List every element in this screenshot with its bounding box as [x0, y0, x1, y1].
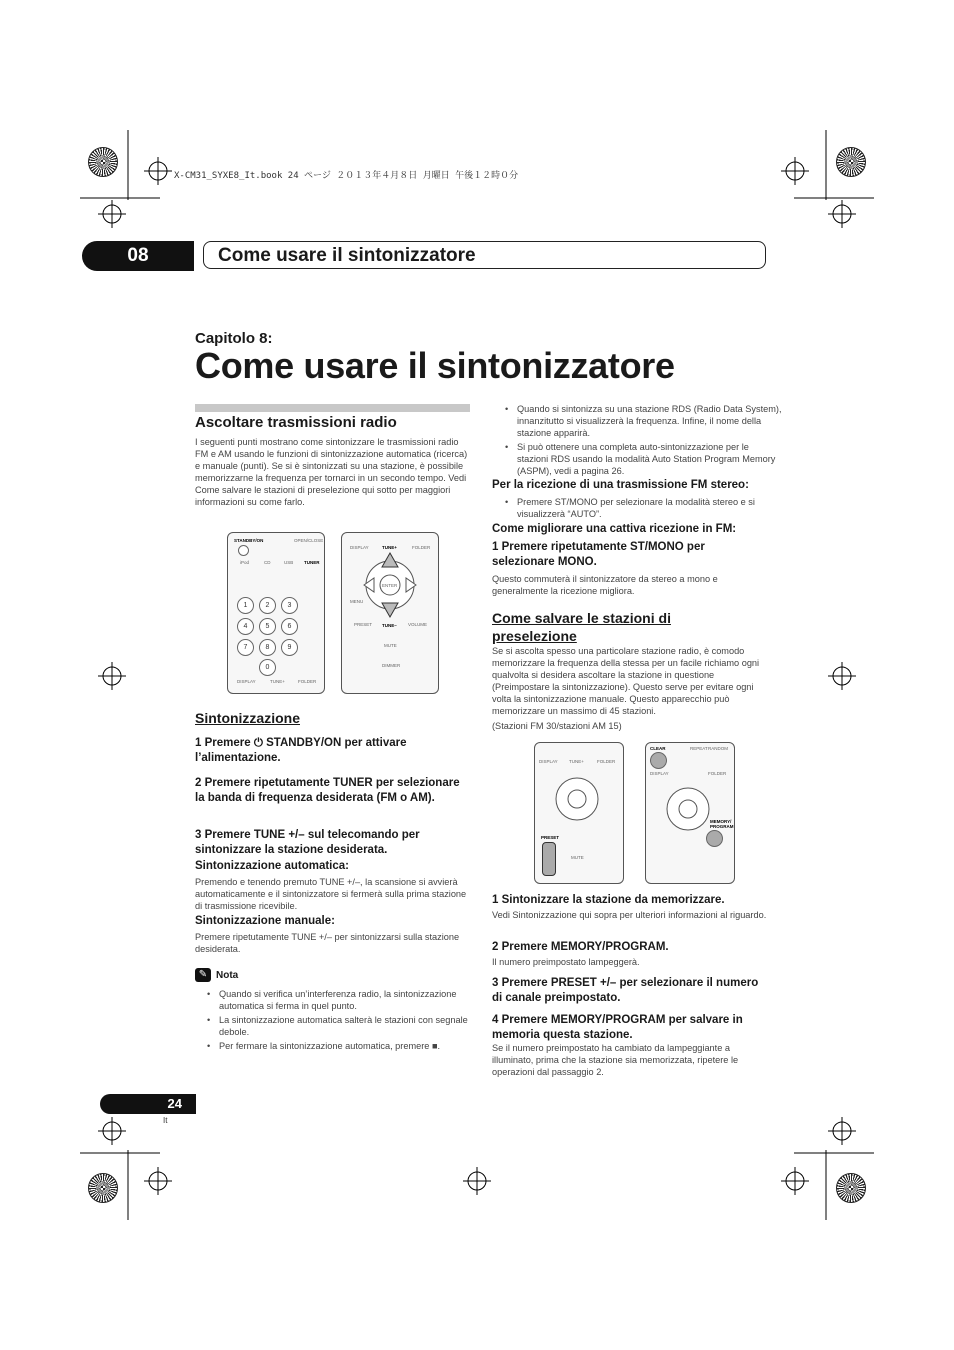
label-open-close: OPEN/CLOSE [294, 538, 324, 543]
preset-rocker [542, 842, 556, 876]
dpad-graphic-2 [549, 769, 605, 829]
label-folder-2: FOLDER [412, 545, 431, 550]
save-step-4: 4 Premere MEMORY/PROGRAM per salvare in memoria questa stazione. [492, 1014, 743, 1041]
label-folder: FOLDER [298, 679, 317, 684]
label-tune-plus-2: TUNE+ [382, 545, 397, 550]
label-random: RANDOM [708, 746, 728, 751]
tuning-step-1: 1 Premere ⏻ STANDBY/ON per attivare l’alimentazione. [195, 737, 407, 764]
page-number: 24 [100, 1094, 196, 1114]
note-title: Nota [216, 970, 239, 981]
label-clear: CLEAR [650, 746, 666, 751]
label-tune-plus: TUNE+ [270, 679, 285, 684]
subsection-title-tuning: Sintonizzazione [195, 710, 300, 726]
stereo-bullets [503, 496, 782, 522]
note-list [205, 988, 484, 1054]
label-preset: PRESET [354, 622, 373, 627]
remote-illustration-preset [534, 742, 624, 884]
rds-bullet: • Quando si sintonizza su una stazione RDS (Radio Data System), innanzitutto si visualizzerà la frequenza. Infine, il nome della stazione apparirà. [517, 403, 782, 439]
key-9: 9 [281, 639, 298, 656]
label-volume: VOLUME [408, 622, 428, 627]
label-display-4: DISPLAY [650, 771, 669, 776]
save-step-1-text: Vedi Sintonizzazione qui sopra per ulteriori informazioni al riguardo. [492, 910, 767, 920]
note-item: • Per fermare la sintonizzazione automatica, premere ■. [219, 1040, 484, 1052]
key-2: 2 [259, 597, 276, 614]
standby-button [238, 545, 249, 556]
improve-title: Come migliorare una cattiva ricezione in FM: [492, 523, 737, 535]
key-4: 4 [237, 618, 254, 635]
remote-illustration-memory [645, 742, 735, 884]
key-1: 1 [237, 597, 254, 614]
label-display-3: DISPLAY [539, 759, 558, 764]
label-mute-2: MUTE [571, 855, 584, 860]
chapter-header-title: Come usare il sintonizzatore [203, 241, 766, 269]
label-usb: USB [284, 560, 294, 565]
language-code: It [163, 1116, 168, 1125]
note-item: • La sintonizzazione automatica salterà le stazioni con segnale debole. [219, 1014, 484, 1038]
stereo-title: Per la ricezione di una trasmissione FM stereo: [492, 479, 749, 491]
label-mute: MUTE [384, 643, 397, 648]
tuning-step-2: 2 Premere ripetutamente TUNER per selezionare la banda di frequenza desiderata (FM o AM). [195, 777, 460, 804]
label-enter: ENTER [382, 583, 398, 588]
remote-illustration-navigation [341, 532, 439, 694]
print-info-line: X-CM31_SYXE8_It.book 24 ページ ２０１３年４月８日 月曜日 午後１２時０分 [174, 171, 519, 181]
note-item: • Quando si verifica un’interferenza radio, la sintonizzazione automatica si ferma in quel punto. [219, 988, 484, 1012]
chapter-label: Capitolo 8: [195, 330, 273, 347]
save-presets-text: Se si ascolta spesso una particolare stazione radio, è comodo memorizzare la frequenza della stessa per un facile richiamo ogni qualvolta si desidera ascoltare la stazione in questione (Preimpostare la sintonizzazione). Questo serve per evitare ogni volta la sintonizzazione manuale. Questo apparecchio può memorizzare un massimo di 45 stazioni. [492, 646, 760, 716]
save-step-1: 1 Sintonizzare la stazione da memorizzare. [492, 894, 725, 906]
label-display-2: DISPLAY [350, 545, 369, 550]
memory-program-button [706, 830, 723, 847]
label-folder-4: FOLDER [708, 771, 727, 776]
key-0: 0 [259, 659, 276, 676]
key-3: 3 [281, 597, 298, 614]
improve-text: Questo commuterà il sintonizzatore da stereo a mono e generalmente la ricezione migliora. [492, 574, 718, 596]
label-dimmer: DIMMER [382, 663, 401, 668]
label-menu: MENU [350, 599, 364, 604]
label-display: DISPLAY [237, 679, 256, 684]
auto-tuning-title: Sintonizzazione automatica: [195, 860, 349, 872]
label-memory-program: MEMORY/ PROGRAM [710, 819, 734, 829]
label-repeat: REPEAT [690, 746, 708, 751]
key-8: 8 [259, 639, 276, 656]
label-tune-plus-3: TUNE+ [569, 759, 584, 764]
save-step-2: 2 Premere MEMORY/PROGRAM. [492, 941, 669, 953]
manual-tuning-text: Premere ripetutamente TUNE +/– per sintonizzarsi sulla stazione desiderata. [195, 932, 460, 954]
chapter-number-badge: 08 [82, 241, 194, 271]
label-ipod: iPod [240, 560, 250, 565]
label-tuner: TUNER [304, 560, 320, 565]
rds-bullets [503, 403, 782, 479]
label-tune-minus: TUNE– [382, 623, 397, 628]
section-bar [195, 404, 470, 412]
label-preset-2: PRESET [541, 835, 560, 840]
key-7: 7 [237, 639, 254, 656]
label-standby: STANDBY/ON [234, 538, 264, 543]
rds-bullet: • Si può ottenere una completa auto-sintonizzazione per le stazioni RDS usando la modalità Auto Station Program Memory (ASPM), vedi a pagina 26. [517, 441, 782, 477]
page-title: Come usare il sintonizzatore [195, 345, 675, 386]
remote-illustration-main [227, 532, 325, 694]
label-cd: CD [264, 560, 271, 565]
save-step-4-text: Se il numero preimpostato ha cambiato da lampeggiante a illuminato, prima che la stazione sia memorizzata, ripetere le operazioni dal passaggio 2. [492, 1043, 739, 1077]
improve-step-1: 1 Premere ripetutamente ST/MONO per selezionare MONO. [492, 541, 705, 568]
key-5: 5 [259, 618, 276, 635]
save-presets-title: Come salvare le stazioni di preselezione [492, 610, 671, 644]
tuning-step-3: 3 Premere TUNE +/– sul telecomando per sintonizzare la stazione desiderata. [195, 829, 420, 856]
note-icon: ✎ [195, 968, 211, 982]
save-step-2-text: Il numero preimpostato lampeggerà. [492, 957, 640, 967]
save-step-3: 3 Premere PRESET +/– per selezionare il numero di canale preimpostato. [492, 977, 759, 1004]
key-6: 6 [281, 618, 298, 635]
label-folder-3: FOLDER [597, 759, 616, 764]
stereo-bullet: • Premere ST/MONO per selezionare la modalità stereo e si visualizzerà “AUTO”. [517, 496, 782, 520]
section-title: Ascoltare trasmissioni radio [195, 414, 397, 431]
clear-button [650, 752, 667, 769]
save-presets-note: (Stazioni FM 30/stazioni AM 15) [492, 721, 622, 731]
dpad-graphic-3 [660, 781, 716, 837]
intro-paragraph: I seguenti punti mostrano come sintonizzare le trasmissioni radio FM e AM usando le funzioni di sintonizzazione automatica (ricerca) e manuale (punti). Se si è sintonizzati su una stazione, è possibile memorizzarne la frequenza per tornarci in un secondo tempo. Vedi Come salvare le stazioni di preselezione qui sotto per maggiori informazioni su come farlo. [195, 437, 468, 507]
manual-tuning-title: Sintonizzazione manuale: [195, 915, 335, 927]
auto-tuning-text: Premendo e tenendo premuto TUNE +/–, la scansione si avvierà automaticamente e il sintonizzatore si fermerà sulla prima stazione di trasmissione ricevibile. [195, 877, 467, 911]
